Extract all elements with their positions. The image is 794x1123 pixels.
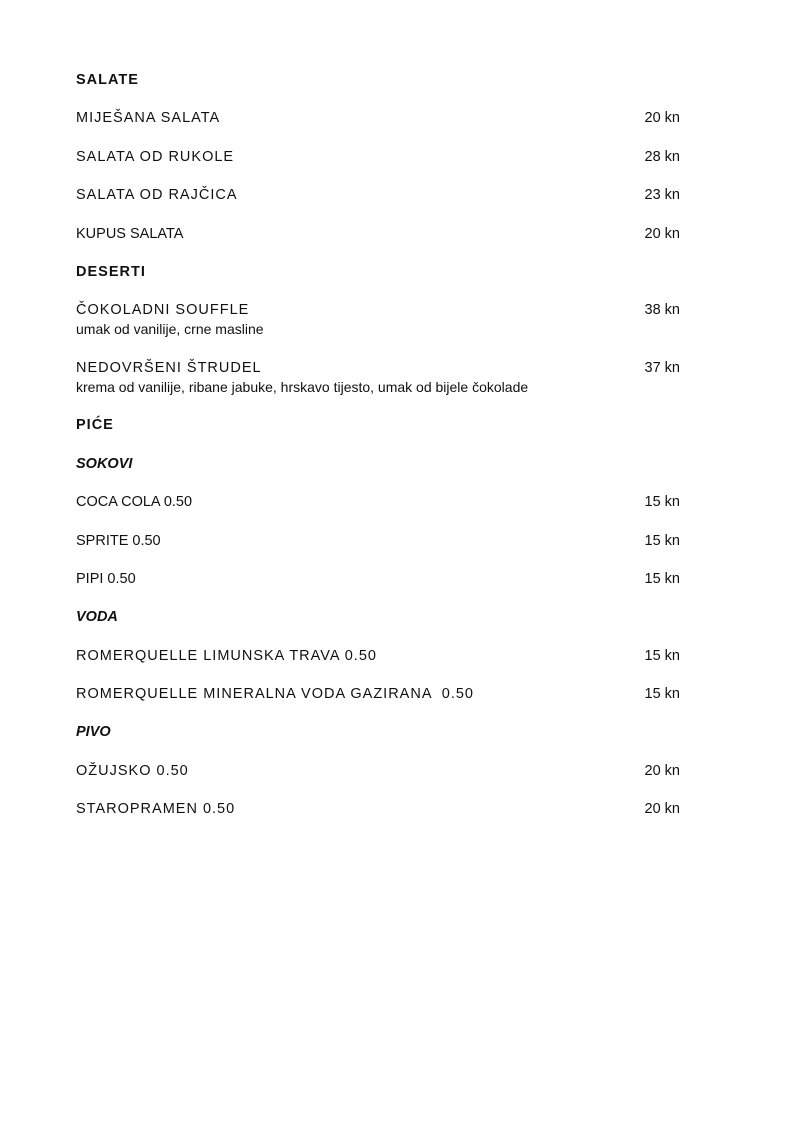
menu-item bbox=[76, 647, 680, 685]
item-name: SPRITE 0.50 bbox=[76, 532, 161, 549]
item-name: ROMERQUELLE MINERALNA VODA GAZIRANA 0.50 bbox=[76, 686, 474, 703]
item-price: 15 kn bbox=[644, 686, 680, 703]
menu-item bbox=[76, 359, 680, 417]
item-name: KUPUS SALATA bbox=[76, 225, 184, 242]
section-title: DESERTI bbox=[76, 263, 146, 280]
section-title: SALATE bbox=[76, 72, 139, 88]
item-name: SALATA OD RUKOLE bbox=[76, 148, 235, 165]
item-name: NEDOVRŠENI ŠTRUDEL bbox=[76, 359, 262, 376]
menu-item bbox=[76, 493, 680, 531]
item-price: 23 kn bbox=[644, 187, 680, 204]
menu-item bbox=[76, 762, 680, 800]
menu-item bbox=[76, 148, 680, 186]
subsection-heading-voda bbox=[76, 608, 680, 646]
menu-item bbox=[76, 225, 680, 263]
subsection-title: PIVO bbox=[76, 724, 111, 741]
item-price: 15 kn bbox=[644, 647, 680, 664]
menu-item bbox=[76, 532, 680, 570]
item-text bbox=[76, 359, 528, 396]
section-heading-pice bbox=[76, 416, 680, 454]
item-text bbox=[76, 301, 264, 338]
item-price: 15 kn bbox=[644, 532, 680, 549]
subsection-heading-sokovi bbox=[76, 455, 680, 493]
subsection-heading-pivo bbox=[76, 723, 680, 761]
menu-item bbox=[76, 685, 680, 723]
item-name: SALATA OD RAJČICA bbox=[76, 187, 238, 204]
item-price: 20 kn bbox=[644, 110, 680, 127]
section-heading-salate bbox=[76, 71, 680, 109]
item-description: umak od vanilije, crne masline bbox=[76, 321, 264, 338]
item-price: 20 kn bbox=[644, 762, 680, 779]
item-price: 15 kn bbox=[644, 570, 680, 587]
item-name: PIPI 0.50 bbox=[76, 570, 136, 587]
section-heading-deserti bbox=[76, 263, 680, 301]
item-name: STAROPRAMEN 0.50 bbox=[76, 801, 236, 818]
menu-item bbox=[76, 186, 680, 224]
item-price: 20 kn bbox=[644, 801, 680, 818]
menu bbox=[76, 71, 680, 839]
item-name: MIJEŠANA SALATA bbox=[76, 110, 221, 127]
subsection-title: SOKOVI bbox=[76, 455, 133, 472]
item-name: ČOKOLADNI SOUFFLE bbox=[76, 302, 250, 319]
item-price: 38 kn bbox=[644, 302, 680, 319]
item-price: 28 kn bbox=[644, 148, 680, 165]
item-description: krema od vanilije, ribane jabuke, hrskavo tijesto, umak od bijele čokolade bbox=[76, 378, 529, 395]
menu-item bbox=[76, 109, 680, 147]
menu-item bbox=[76, 800, 680, 838]
item-name: OŽUJSKO 0.50 bbox=[76, 762, 189, 779]
item-name: ROMERQUELLE LIMUNSKA TRAVA 0.50 bbox=[76, 647, 377, 664]
item-name: COCA COLA 0.50 bbox=[76, 494, 193, 511]
subsection-title: VODA bbox=[76, 609, 118, 626]
menu-item bbox=[76, 301, 680, 359]
section-title: PIĆE bbox=[76, 417, 114, 434]
item-price: 37 kn bbox=[644, 359, 680, 376]
item-price: 15 kn bbox=[644, 494, 680, 511]
menu-item bbox=[76, 570, 680, 608]
item-price: 20 kn bbox=[644, 225, 680, 242]
